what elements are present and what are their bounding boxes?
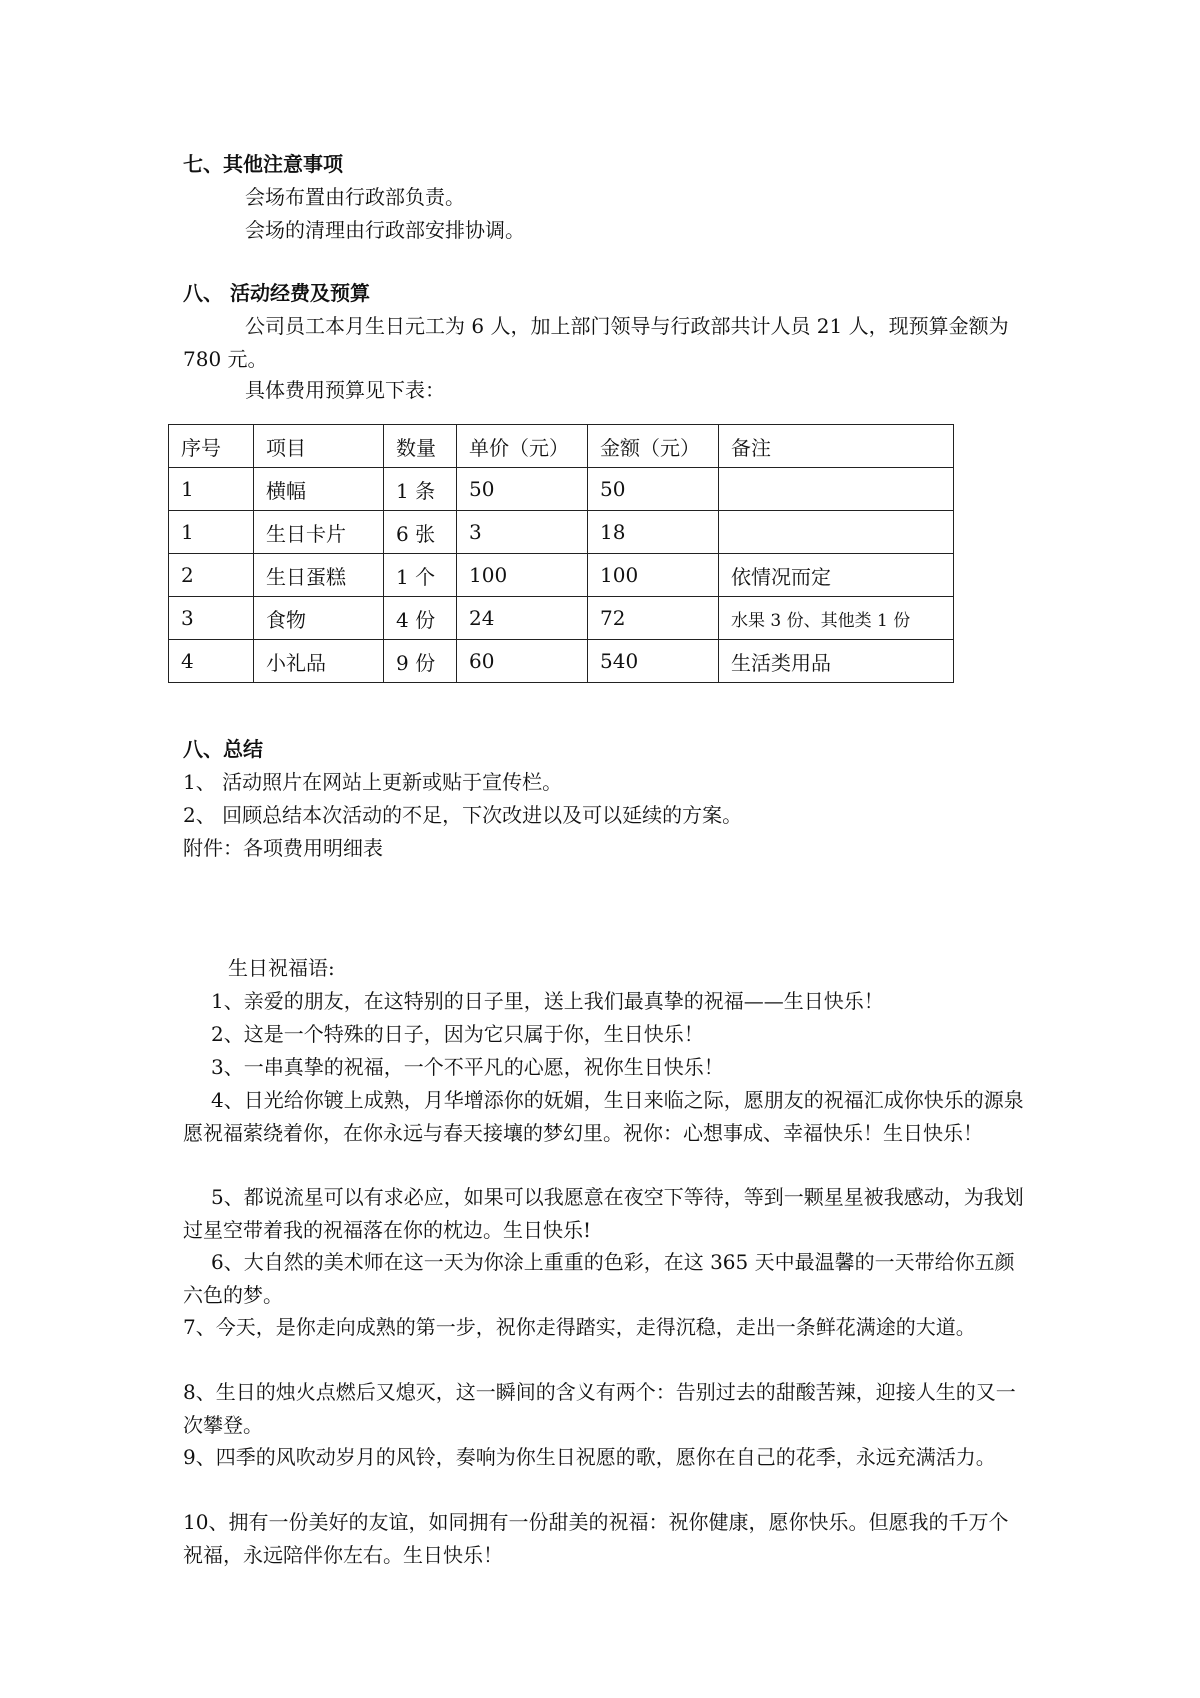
table-cell: 24 <box>457 597 588 640</box>
table-cell: 水果 3 份、其他类 1 份 <box>719 597 954 640</box>
table-row <box>169 640 954 683</box>
wish-item: 4、日光给你镀上成熟，月华增添你的妩媚，生日来临之际，愿朋友的祝福汇成你快乐的源泉愿祝福萦绕着你，在你永远与春天接壤的梦幻里。祝你：心想事成、幸福快乐！生日快乐！ <box>183 1088 1024 1145</box>
table-cell: 4 <box>169 640 254 683</box>
table-cell: 食物 <box>254 597 384 640</box>
wish-item: 10、拥有一份美好的友谊，如同拥有一份甜美的祝福：祝你健康，愿你快乐。但愿我的千万个祝福，永远陪伴你左右。生日快乐！ <box>183 1510 1009 1567</box>
budget-paragraph: 公司员工本月生日元工为 6 人，加上部门领导与行政部共计人员 21 人，现预算金额为 780 元。 <box>183 314 1009 371</box>
wish-item: 2、这是一个特殊的日子，因为它只属于你，生日快乐！ <box>211 1022 704 1046</box>
table-row <box>169 554 954 597</box>
table-cell: 60 <box>457 640 588 683</box>
table-header-row <box>169 425 954 468</box>
wish-item: 8、生日的烛火点燃后又熄灭，这一瞬间的含义有两个：告别过去的甜酸苦辣，迎接人生的又一次攀登。 <box>183 1380 1016 1437</box>
table-cell: 4 份 <box>384 597 457 640</box>
section-8-heading: 八、 活动经费及预算 <box>183 281 370 305</box>
table-row <box>169 597 954 640</box>
wish-item: 9、四季的风吹动岁月的风铃，奏响为你生日祝愿的歌，愿你在自己的花季，永远充满活力。 <box>183 1445 996 1469</box>
table-cell: 6 张 <box>384 511 457 554</box>
table-cell: 3 <box>169 597 254 640</box>
section-7-item: 会场布置由行政部负责。 <box>245 185 465 209</box>
table-cell: 100 <box>588 554 719 597</box>
table-cell: 1 条 <box>384 468 457 511</box>
table-intro: 具体费用预算见下表： <box>245 378 445 402</box>
summary-item: 1、 活动照片在网站上更新或贴于宣传栏。 <box>183 770 563 794</box>
table-cell: 50 <box>457 468 588 511</box>
wish-item: 6、大自然的美术师在这一天为你涂上重重的色彩，在这 365 天中最温馨的一天带给你五颜六色的梦。 <box>183 1250 1015 1307</box>
table-cell: 72 <box>588 597 719 640</box>
table-header-cell: 项目 <box>254 425 384 468</box>
table-cell: 依情况而定 <box>719 554 954 597</box>
table-cell: 100 <box>457 554 588 597</box>
table-cell <box>719 511 954 554</box>
wish-item: 1、亲爱的朋友，在这特别的日子里，送上我们最真挚的祝福——生日快乐！ <box>211 989 884 1013</box>
table-header-cell: 序号 <box>169 425 254 468</box>
attachment-line: 附件：各项费用明细表 <box>183 836 383 860</box>
table-cell: 1 <box>169 468 254 511</box>
table-cell: 横幅 <box>254 468 384 511</box>
wish-item: 5、都说流星可以有求必应，如果可以我愿意在夜空下等待，等到一颗星星被我感动，为我划过星空带着我的祝福落在你的枕边。生日快乐! <box>183 1185 1024 1242</box>
budget-table <box>168 424 954 683</box>
table-cell: 生日蛋糕 <box>254 554 384 597</box>
wish-item: 3、一串真挚的祝福，一个不平凡的心愿，祝你生日快乐！ <box>211 1055 724 1079</box>
table-header-cell: 备注 <box>719 425 954 468</box>
section-7-item: 会场的清理由行政部安排协调。 <box>245 218 525 242</box>
table-header-cell: 金额（元） <box>588 425 719 468</box>
table-cell: 生日卡片 <box>254 511 384 554</box>
table-cell: 9 份 <box>384 640 457 683</box>
table-cell: 生活类用品 <box>719 640 954 683</box>
wishes-title: 生日祝福语: <box>228 956 335 980</box>
table-cell: 540 <box>588 640 719 683</box>
table-cell: 1 个 <box>384 554 457 597</box>
table-cell: 1 <box>169 511 254 554</box>
table-cell: 2 <box>169 554 254 597</box>
table-cell: 18 <box>588 511 719 554</box>
table-cell: 小礼品 <box>254 640 384 683</box>
summary-heading: 八、总结 <box>183 737 263 761</box>
summary-item: 2、 回顾总结本次活动的不足，下次改进以及可以延续的方案。 <box>183 803 743 827</box>
wish-item: 7、今天，是你走向成熟的第一步，祝你走得踏实，走得沉稳，走出一条鲜花满途的大道。 <box>183 1315 976 1339</box>
section-7-heading: 七、其他注意事项 <box>183 152 343 176</box>
table-cell: 3 <box>457 511 588 554</box>
table-row <box>169 511 954 554</box>
table-row <box>169 468 954 511</box>
table-cell: 50 <box>588 468 719 511</box>
table-header-cell: 数量 <box>384 425 457 468</box>
table-header-cell: 单价（元） <box>457 425 588 468</box>
table-cell <box>719 468 954 511</box>
